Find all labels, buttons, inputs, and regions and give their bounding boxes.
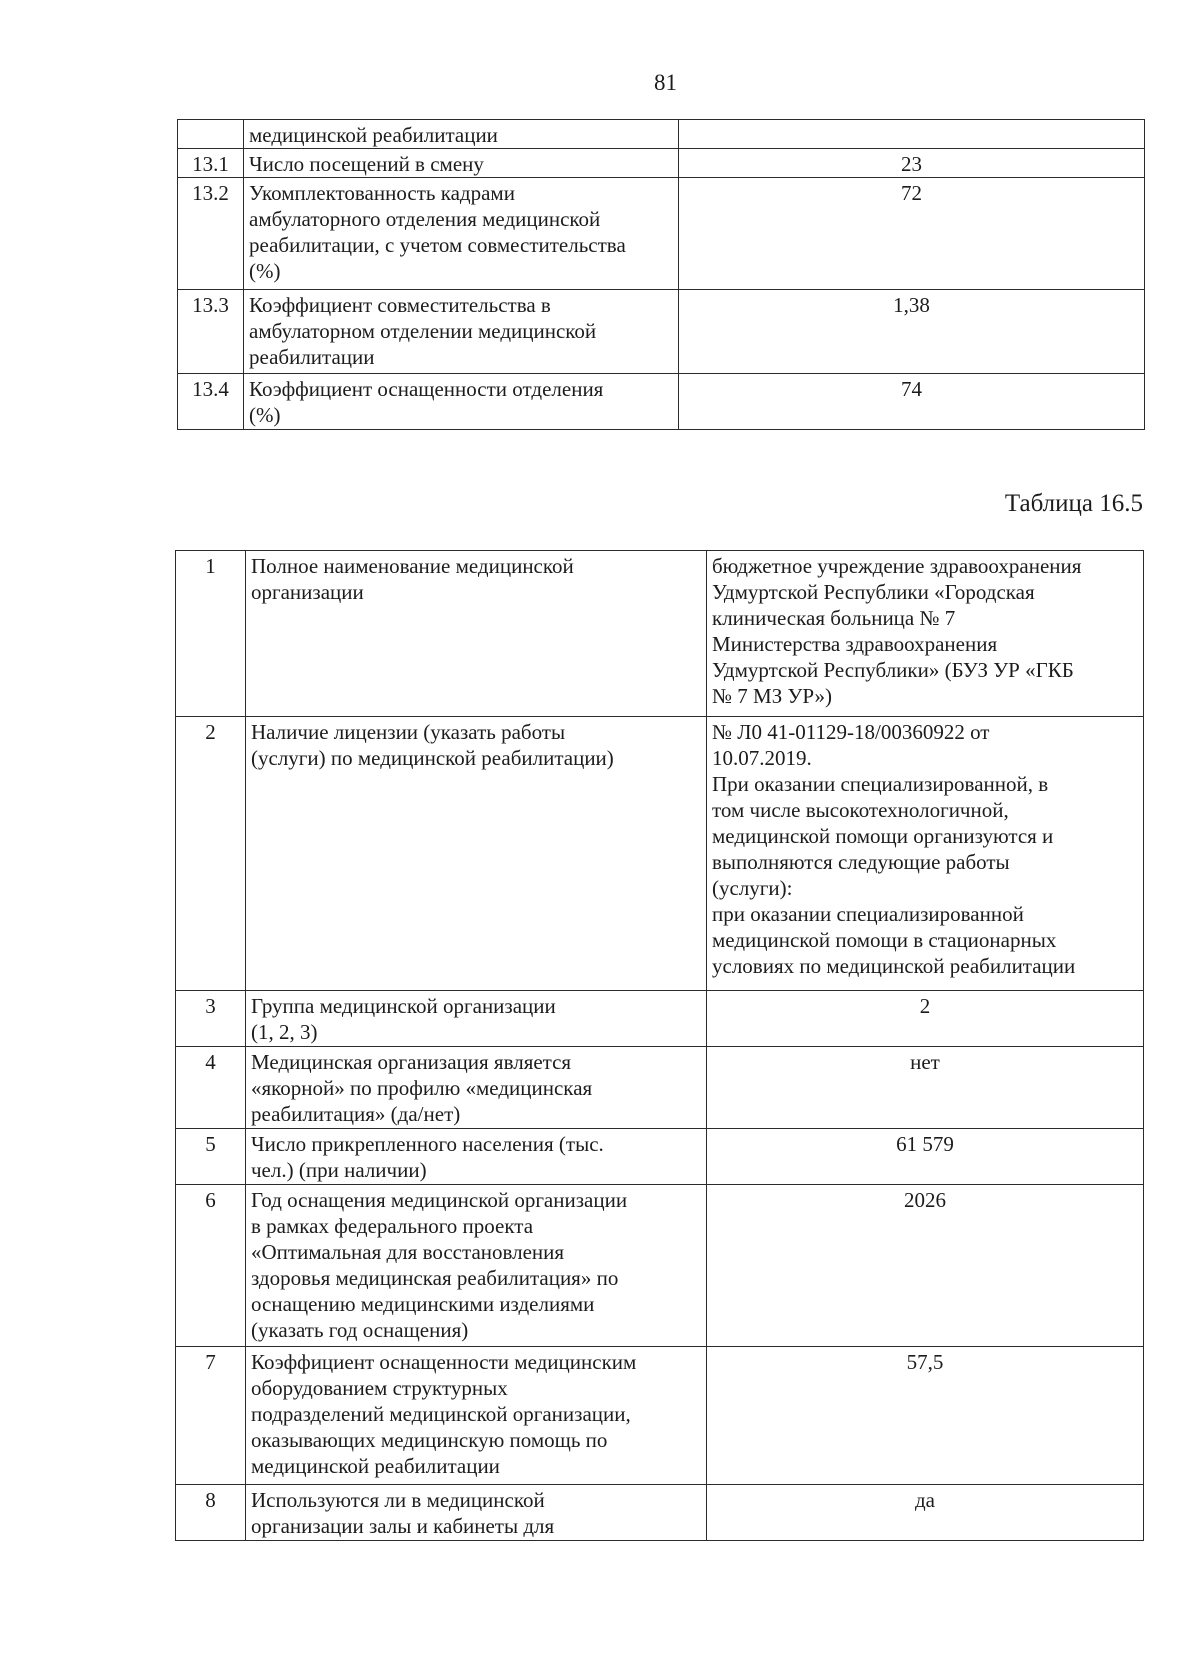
table-row bbox=[178, 290, 1145, 374]
row-value: 2 bbox=[707, 991, 1144, 1047]
row-number: 1 bbox=[176, 551, 246, 717]
row-indicator: Медицинская организация является «якорной» по профилю «медицинская реабилитация» (да/нет) bbox=[246, 1047, 707, 1129]
table-row bbox=[176, 1129, 1144, 1185]
row-indicator: Коэффициент совместительства в амбулаторном отделении медицинской реабилитации bbox=[244, 290, 679, 374]
row-indicator: Полное наименование медицинской организации bbox=[246, 551, 707, 717]
table-row bbox=[178, 120, 1145, 149]
table-row bbox=[176, 717, 1144, 991]
row-indicator: Наличие лицензии (указать работы (услуги) по медицинской реабилитации) bbox=[246, 717, 707, 991]
row-value: 2026 bbox=[707, 1185, 1144, 1347]
row-number: 13.4 bbox=[178, 374, 244, 430]
table-row bbox=[178, 374, 1145, 430]
row-value: № Л0 41-01129-18/00360922 от 10.07.2019. При оказании специализированной, в том числе высокотехнологичной, медицинской помощи организуются и выполняются следующие работы (услуги): при оказании специализированной медицинской помощи в стационарных условиях по медицинской реабилитации bbox=[707, 717, 1144, 991]
row-value: нет bbox=[707, 1047, 1144, 1129]
row-number: 13.3 bbox=[178, 290, 244, 374]
row-indicator: Используются ли в медицинской организации залы и кабинеты для bbox=[246, 1485, 707, 1541]
row-indicator: Коэффициент оснащенности медицинским оборудованием структурных подразделений медицинской организации, оказывающих медицинскую помощь по медицинской реабилитации bbox=[246, 1347, 707, 1485]
row-number: 2 bbox=[176, 717, 246, 991]
row-indicator: Укомплектованность кадрами амбулаторного отделения медицинской реабилитации, с учетом совместительства (%) bbox=[244, 178, 679, 290]
row-indicator: Число посещений в смену bbox=[244, 149, 679, 178]
row-number: 3 bbox=[176, 991, 246, 1047]
row-number bbox=[178, 120, 244, 149]
table-row bbox=[176, 991, 1144, 1047]
row-number: 7 bbox=[176, 1347, 246, 1485]
row-value: 74 bbox=[679, 374, 1145, 430]
row-value: 61 579 bbox=[707, 1129, 1144, 1185]
row-value bbox=[679, 120, 1145, 149]
row-number: 5 bbox=[176, 1129, 246, 1185]
row-indicator: медицинской реабилитации bbox=[244, 120, 679, 149]
row-number: 6 bbox=[176, 1185, 246, 1347]
table-caption: Таблица 16.5 bbox=[1004, 490, 1143, 517]
row-value: 72 bbox=[679, 178, 1145, 290]
row-value: 1,38 bbox=[679, 290, 1145, 374]
row-number: 13.2 bbox=[178, 178, 244, 290]
row-number: 4 bbox=[176, 1047, 246, 1129]
table-row bbox=[178, 149, 1145, 178]
table-13-continuation bbox=[177, 119, 1145, 430]
table-16-5 bbox=[175, 550, 1144, 1541]
table-row bbox=[176, 1185, 1144, 1347]
table-row bbox=[178, 178, 1145, 290]
page-number: 81 bbox=[654, 70, 677, 95]
row-value: 57,5 bbox=[707, 1347, 1144, 1485]
row-indicator: Год оснащения медицинской организации в рамках федерального проекта «Оптимальная для восстановления здоровья медицинская реабилитация» по оснащению медицинскими изделиями (указать год оснащения) bbox=[246, 1185, 707, 1347]
row-indicator: Группа медицинской организации (1, 2, 3) bbox=[246, 991, 707, 1047]
table-row bbox=[176, 1347, 1144, 1485]
table-row bbox=[176, 1485, 1144, 1541]
table-row bbox=[176, 1047, 1144, 1129]
table-row bbox=[176, 551, 1144, 717]
row-number: 13.1 bbox=[178, 149, 244, 178]
row-indicator: Коэффициент оснащенности отделения (%) bbox=[244, 374, 679, 430]
row-value: да bbox=[707, 1485, 1144, 1541]
row-value: 23 bbox=[679, 149, 1145, 178]
row-indicator: Число прикрепленного населения (тыс. чел.) (при наличии) bbox=[246, 1129, 707, 1185]
row-number: 8 bbox=[176, 1485, 246, 1541]
row-value: бюджетное учреждение здравоохранения Удмуртской Республики «Городская клиническая больница № 7 Министерства здравоохранения Удмуртской Республики» (БУЗ УР «ГКБ № 7 МЗ УР») bbox=[707, 551, 1144, 717]
